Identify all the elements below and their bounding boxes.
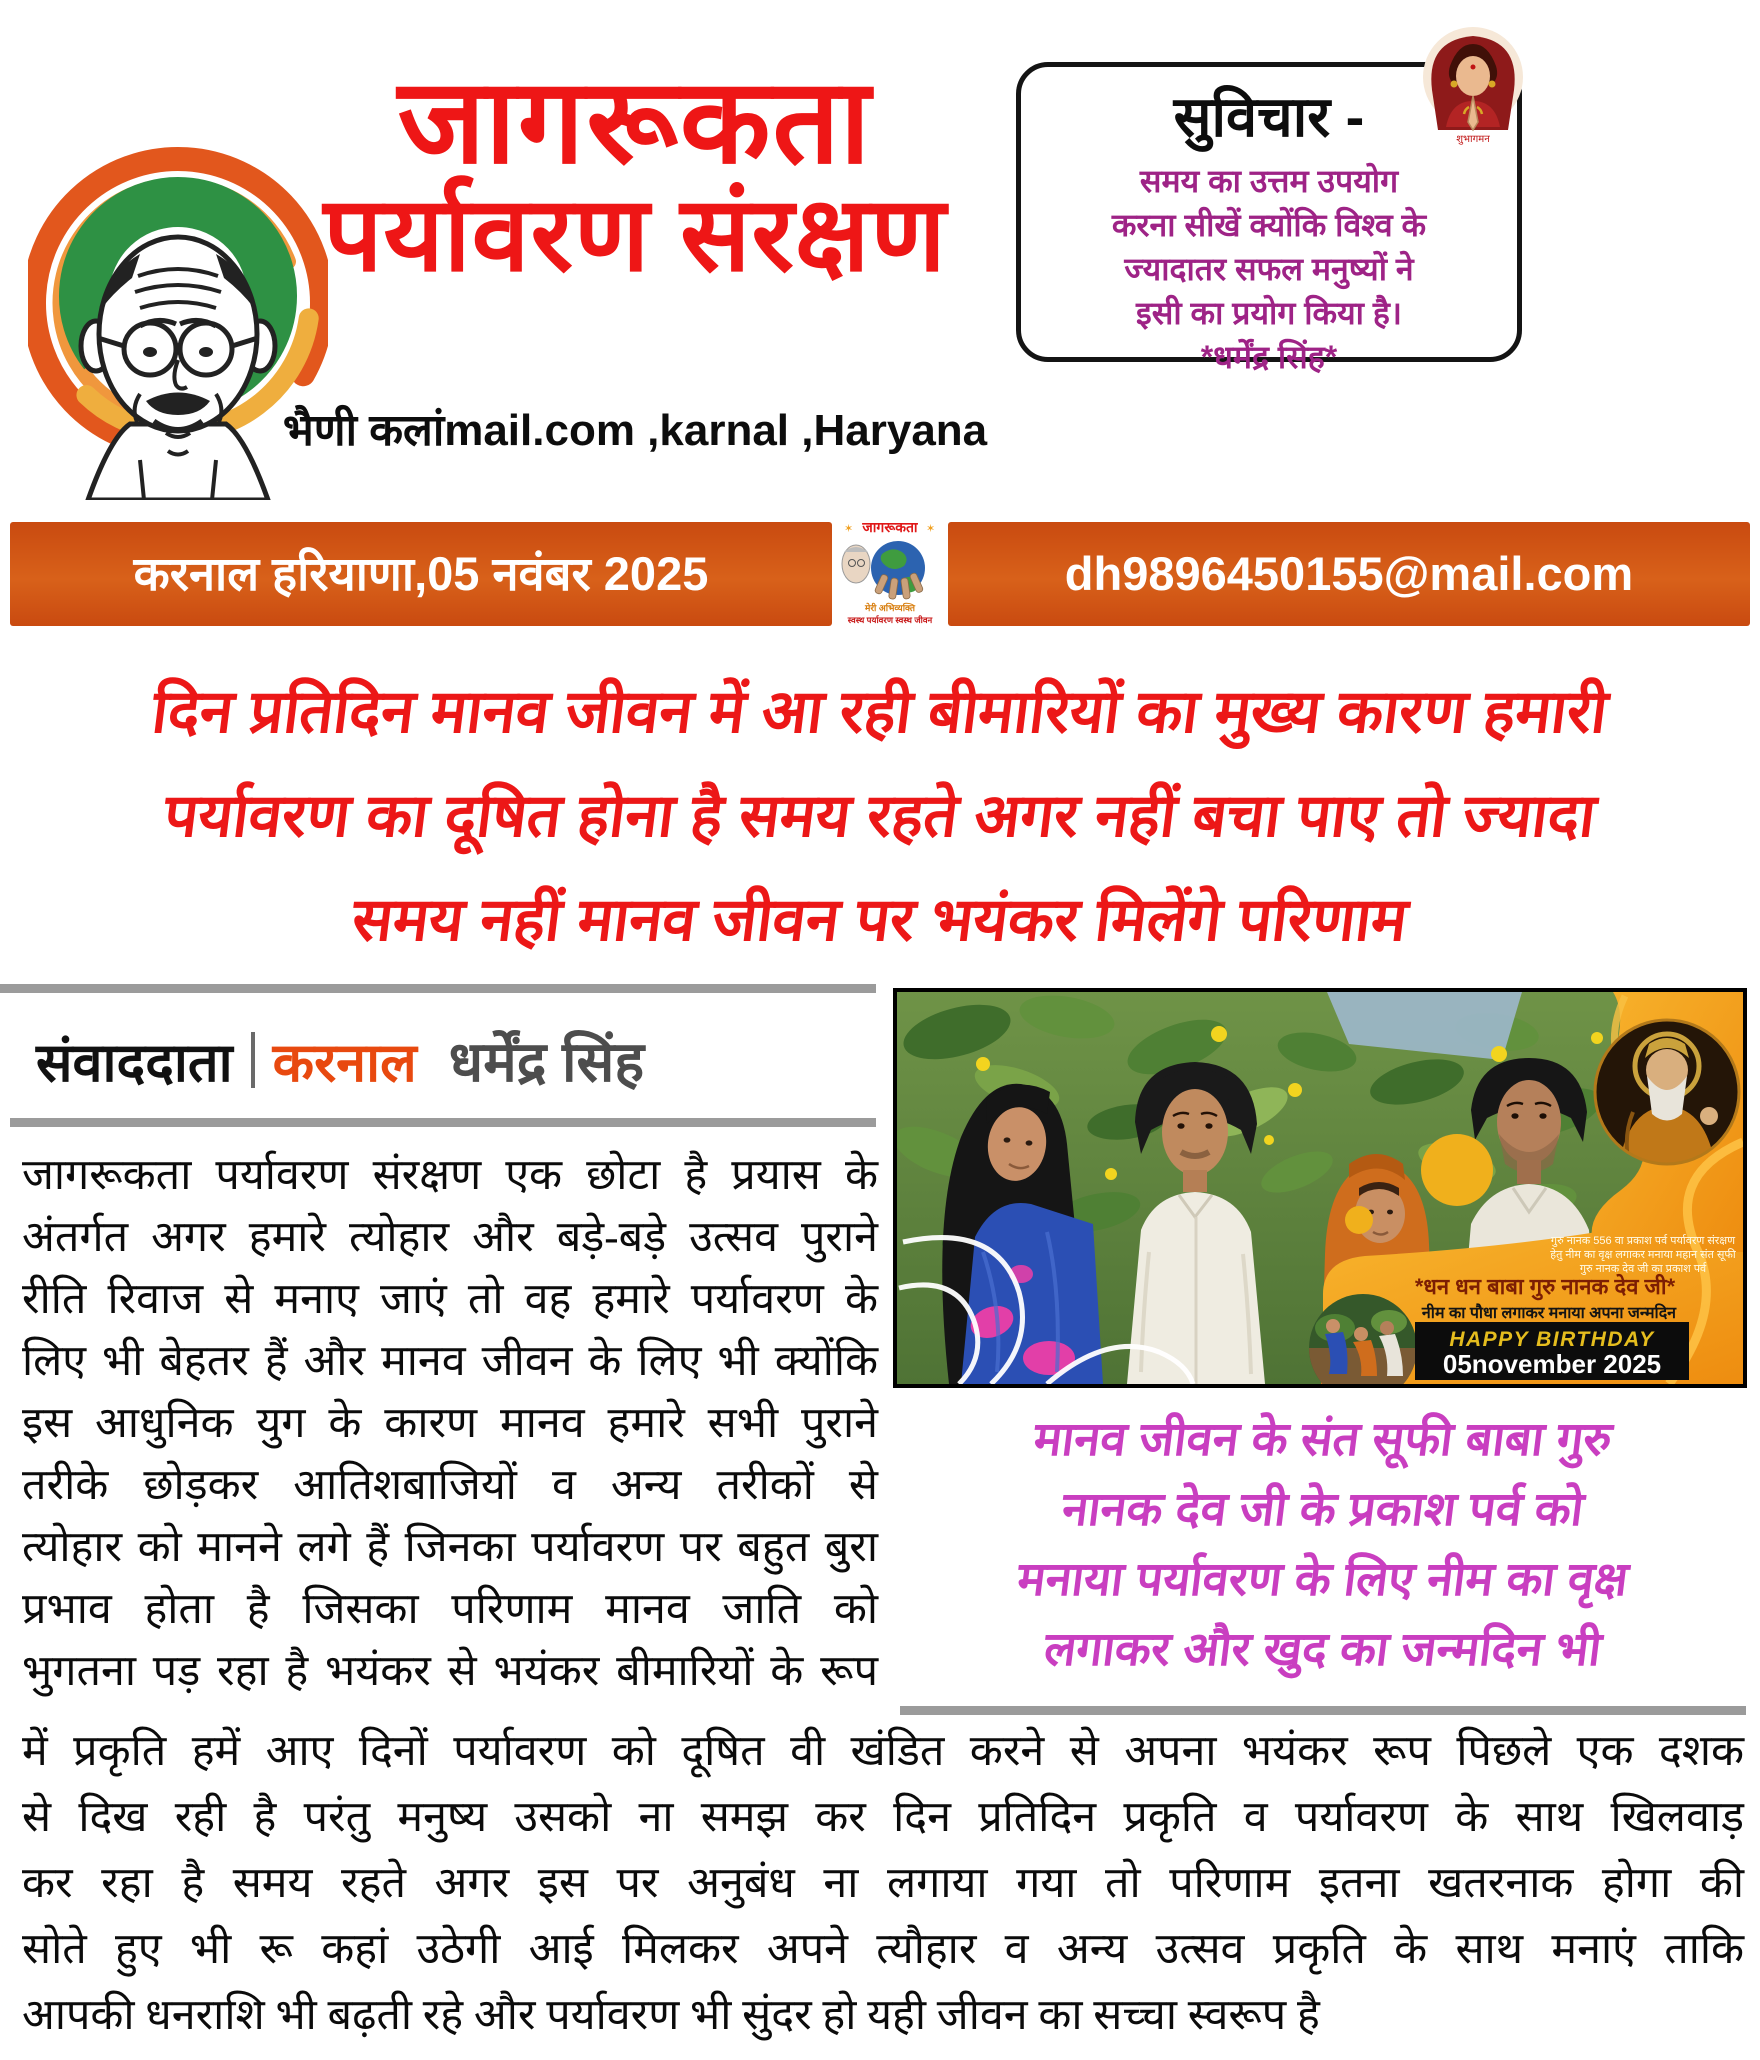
article-line: सोते हुए भी रू कहां उठेगी आई मिलकर अपने त्यौहार व अन्य उत्सव प्रकृति के साथ मनाएं ताकि [22, 1926, 1744, 1973]
badge-line2: स्वस्थ पर्यावरण स्वस्थ जीवन [847, 615, 933, 625]
masthead-title [250, 56, 1020, 294]
infobar-badge [834, 516, 946, 634]
namaste-woman-icon [1420, 24, 1526, 148]
badge-title: जागरूकता [862, 519, 918, 535]
birthday-box [1415, 1322, 1689, 1380]
overlay-small-line3: गुरु नानक देव जी का प्रकाश पर्व [1579, 1263, 1707, 1275]
overlay-small-line1: गुरु नानक 556 वा प्रकाश पर्व पर्यावरण संरक्षण [1550, 1235, 1736, 1247]
byline-label: संवाददाता [36, 1033, 233, 1093]
article-line: रीति रिवाज से मनाए जाएं तो वह हमारे पर्यावरण के [22, 1276, 878, 1323]
caption-line3: मनाया पर्यावरण के लिए नीम का वृक्ष [1014, 1552, 1632, 1605]
suvichar-quote-line1: समय का उत्तम उपयोग [1139, 163, 1399, 199]
news-photo [893, 988, 1747, 1388]
title-line2: पर्यावरण संरक्षण [323, 177, 947, 294]
article-full-width [22, 1720, 1744, 2050]
infobar-date: करनाल हरियाणा,05 नवंबर 2025 [10, 522, 832, 626]
article-line: लिए भी बेहतर हैं और मानव जीवन के लिए भी क्योंकि [22, 1338, 878, 1385]
caption-line2: नानक देव जी के प्रकाश पर्व को [1059, 1482, 1587, 1535]
divider-caption [900, 1706, 1746, 1715]
yellow-circle-large [1421, 1134, 1493, 1206]
badge-star-right: ✶ [926, 523, 936, 535]
overlay-slogan: *धन धन बाबा गुरु नानक देव जी* [1414, 1274, 1676, 1299]
article-line: से दिख रही है परंतु मनुष्य उसको ना समझ कर दिन प्रतिदिन प्रकृति व पर्यावरण के साथ खिलवाड़ [22, 1794, 1744, 1841]
badge-star-left: ✶ [844, 523, 854, 535]
article-line: में प्रकृति हमें आए दिनों पर्यावरण को दूषित वी खंडित करने से अपना भयंकर रूप पिछले एक दशक [22, 1728, 1744, 1775]
suvichar-quote-line3: ज्यादातर सफल मनुष्यों ने [1124, 251, 1414, 287]
masthead-subtitle: भैणी कलांmail.com ,karnal ,Haryana [282, 406, 988, 455]
article-line: इस आधुनिक युग के कारण मानव हमारे सभी पुराने [22, 1400, 878, 1447]
title-line1: जागरूकता [397, 56, 873, 188]
article-line: प्रभाव होता है जिसका परिणाम मानव जाति को [22, 1586, 878, 1633]
photo-caption [900, 1404, 1746, 1684]
caption-line1: मानव जीवन के संत सूफी बाबा गुरु [1031, 1412, 1616, 1465]
article-line: त्योहार को मानने लगे हैं जिनका पर्यावरण पर बहुत बुरा [22, 1524, 878, 1571]
byline-separator [251, 1032, 255, 1088]
headline-line3: समय नहीं मानव जीवन पर भयंकर मिलेंगे परिणाम [348, 886, 1412, 953]
photo-illustration [897, 992, 1743, 1384]
byline-reporter: धर्मेंद्र सिंह [448, 1030, 645, 1093]
article-line: कर रहा है समय रहते अगर इस पर अनुबंध ना लगाया गया तो परिणाम इतना खतरनाक होगा की [22, 1860, 1744, 1907]
headline-line2: पर्यावरण का दूषित होना है समय रहते अगर नहीं बचा पाए तो ज्यादा [160, 782, 1600, 849]
article-line: भुगतना पड़ रहा है भयंकर से भयंकर बीमारियों के रूप [22, 1648, 878, 1695]
article-line: जागरूकता पर्यावरण संरक्षण एक छोटा है प्रयास के [22, 1152, 878, 1199]
infobar-email: dh9896450155@mail.com [948, 522, 1750, 626]
birthday-label: HAPPY BIRTHDAY [1449, 1328, 1655, 1351]
divider-top [0, 984, 876, 993]
namaste-icon-caption: शुभागमन [1456, 134, 1490, 145]
byline-location: करनाल [272, 1033, 417, 1093]
divider-byline [10, 1118, 876, 1127]
birthday-date: 05november 2025 [1442, 1349, 1662, 1379]
suvichar-heading: सुविचार - [1173, 85, 1365, 148]
suvichar-quote-line2: करना सीखें क्योंकि विश्व के [1111, 207, 1427, 243]
suvichar-author: *धर्मेंद्र सिंह* [1200, 339, 1338, 375]
article-line: तरीके छोड़कर आतिशबाजियों व अन्य तरीकों से [22, 1462, 878, 1509]
overlay-subtitle: नीम का पौधा लगाकर मनाया अपना जन्मदिन [1421, 1305, 1677, 1322]
overlay-small-line2: हेतु नीम का वृक्ष लगाकर मनाया महान संत सूफी [1550, 1249, 1736, 1261]
suvichar-quote-line4: इसी का प्रयोग किया है। [1136, 295, 1402, 331]
byline [36, 1022, 644, 1098]
main-headline [20, 660, 1740, 972]
yellow-circle-small [1345, 1206, 1373, 1234]
badge-line1: मेरी अभिव्यक्ति [864, 603, 916, 613]
article-line: अंतर्गत अगर हमारे त्योहार और बड़े-बड़े उत्सव पुराने [22, 1214, 878, 1261]
article-left-column [22, 1146, 878, 1704]
article-line: आपकी धनराशि भी बढ़ती रहे और पर्यावरण भी सुंदर हो यही जीवन का सच्चा स्वरूप है [22, 1992, 1320, 2039]
person-man-shirt [1127, 1062, 1265, 1384]
caption-line4: लगाकर और खुद का जन्मदिन भी [1041, 1622, 1605, 1675]
headline-line1: दिन प्रतिदिन मानव जीवन में आ रही बीमारियों का मुख्य कारण हमारी [148, 678, 1612, 745]
guru-nanak-portrait [1595, 1020, 1739, 1164]
awareness-badge-art [834, 516, 946, 634]
